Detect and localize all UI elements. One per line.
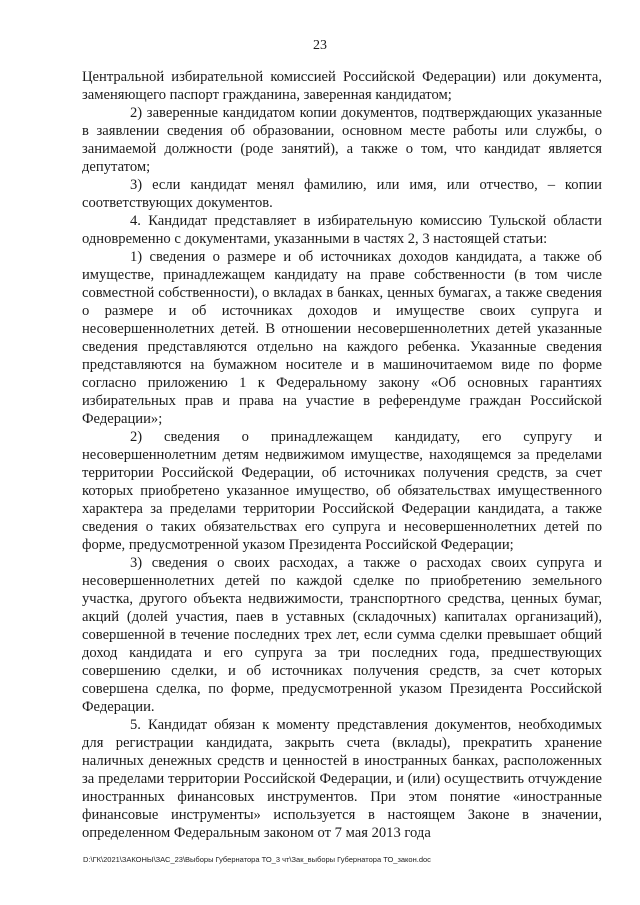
paragraph-4: 4. Кандидат представляет в избирательную комиссию Тульской области одновременно с документами, указанными в частях 2, 3 настоящей статьи: bbox=[82, 213, 602, 247]
footer-file-path: D:\ГК\2021\ЗАКОНЫ\ЗАС_23\Выборы Губернатора ТО_3 чт\Зак_выборы Губернатора ТО_закон.doc bbox=[83, 855, 431, 864]
document-body bbox=[82, 68, 602, 842]
paragraph-1: Центральной избирательной комиссией Российской Федерации) или документа, заменяющего паспорт гражданина, заверенная кандидатом; bbox=[82, 69, 602, 103]
paragraph-5: 1) сведения о размере и об источниках доходов кандидата, а также об имуществе, принадлежащем кандидату на праве собственности (в том числе совместной собственности), о вкладах в банках, ценных бумагах, а также сведения о размере и об источниках доходов и имуществе своих супруга и несовершеннолетних детей. В отношении несовершеннолетних детей указанные сведения представляются отдельно на каждого ребенка. Указанные сведения представляются на бумажном носителе и в машиночитаемом виде по форме согласно приложению 1 к Федеральному закону «Об основных гарантиях избирательных прав и права на участие в референдуме граждан Российской Федерации»; bbox=[82, 249, 602, 427]
page-number: 23 bbox=[313, 38, 327, 53]
paragraph-3: 3) если кандидат менял фамилию, или имя, или отчество, – копии соответствующих документов. bbox=[82, 177, 602, 211]
paragraph-7: 3) сведения о своих расходах, а также о расходах своих супруга и несовершеннолетних детей по каждой сделке по приобретению земельного участка, другого объекта недвижимости, транспортного средства, ценных бумаг, акций (долей участия, паев в уставных (складочных) капиталах организаций), совершенной в течение последних трех лет, если сумма сделки превышает общий доход кандидата и его супруга за три последних года, предшествующих совершению сделки, и об источниках получения средств, за счет которых совершена сделка, по форме, предусмотренной указом Президента Российской Федерации. bbox=[82, 555, 602, 715]
paragraph-2: 2) заверенные кандидатом копии документов, подтверждающих указанные в заявлении сведения об образовании, основном месте работы или службы, о занимаемой должности (роде занятий), а также о том, что кандидат является депутатом; bbox=[82, 105, 602, 175]
paragraph-8: 5. Кандидат обязан к моменту представления документов, необходимых для регистрации кандидата, закрыть счета (вклады), прекратить хранение наличных денежных средств и ценностей в иностранных банках, расположенных за пределами территории Российской Федерации, и (или) осуществить отчуждение иностранных финансовых инструментов. При этом понятие «иностранные финансовые инструменты» используется в настоящем Законе в значении, определенном Федеральным законом от 7 мая 2013 года bbox=[82, 717, 602, 841]
paragraph-6: 2) сведения о принадлежащем кандидату, его супругу и несовершеннолетним детям недвижимом имуществе, находящемся за пределами территории Российской Федерации, об источниках получения средств, за счет которых приобретено указанное имущество, об обязательствах имущественного характера за пределами территории Российской Федерации кандидата, а также сведения о таких обязательствах его супруга и несовершеннолетних детей по форме, предусмотренной указом Президента Российской Федерации; bbox=[82, 429, 602, 553]
